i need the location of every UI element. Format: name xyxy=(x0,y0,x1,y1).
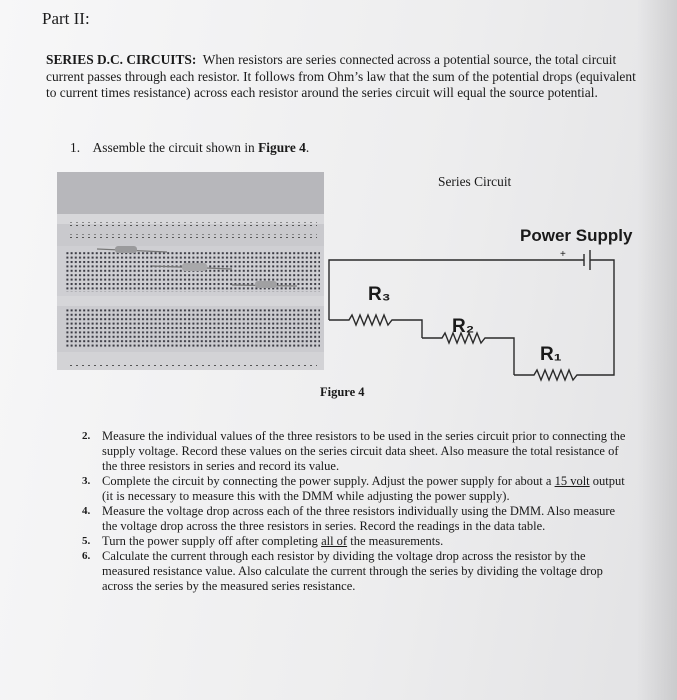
step-text: Calculate the current through each resistor by dividing the voltage drop across the resistor by the measured resistance value. Also calculate the current through the series by dividing the voltage drop across the series by the measured series resistance. xyxy=(102,549,603,593)
underlined-text: all of xyxy=(321,534,348,548)
step-item xyxy=(82,474,627,504)
step-item xyxy=(82,504,627,534)
step-text: output (it is necessary to measure this with the DMM while adjusting the power supply). xyxy=(102,474,625,503)
step-text: the measurements. xyxy=(347,534,444,548)
step-number: 5. xyxy=(82,535,91,547)
step-number: 6. xyxy=(82,550,91,562)
step-number: 2. xyxy=(82,430,91,442)
step-1 xyxy=(70,140,309,156)
r2-label: R₂ xyxy=(452,316,475,337)
procedure-steps xyxy=(82,429,627,594)
step-item xyxy=(82,429,627,474)
part-title: Part II: xyxy=(42,9,90,28)
intro-paragraph xyxy=(46,52,636,102)
figure-reference: Figure 4 xyxy=(258,140,306,155)
step-text: Complete the circuit by connecting the power supply. Adjust the power supply for about a xyxy=(102,474,555,488)
r1-label: R₁ xyxy=(540,344,562,365)
power-supply-label: Power Supply xyxy=(520,226,633,245)
step-item xyxy=(82,534,627,549)
intro-body: When resistors are series connected across a potential source, the total circuit current passes through each resistor. It follows from Ohm’s law that the sum of the potential drops (equivalent to current times resistance) across each resistor around the series circuit will equal the source potential. xyxy=(46,52,636,100)
step-number: 4. xyxy=(82,505,91,517)
circuit-title: Series Circuit xyxy=(438,174,512,189)
step-item xyxy=(82,549,627,594)
intro-heading: SERIES D.C. CIRCUITS: xyxy=(46,52,197,67)
underlined-text: 15 volt xyxy=(554,474,590,488)
step-text: Turn the power supply off after completing xyxy=(102,534,322,548)
r3-label: R₃ xyxy=(368,284,391,305)
step-1-text: Assemble the circuit shown in xyxy=(92,140,255,155)
step-1-period: . xyxy=(305,140,310,155)
step-number: 1. xyxy=(70,140,81,155)
step-number: 3. xyxy=(82,475,91,487)
step-text: Measure the voltage drop across each of the three resistors individually using the DMM. Also measure the voltage drop across the three resistors in series. Record the readings in the data table. xyxy=(102,504,616,533)
plus-sign: + xyxy=(560,249,566,260)
breadboard-photo xyxy=(57,172,324,370)
series-circuit-schematic xyxy=(324,220,644,390)
step-text: Measure the individual values of the three resistors to be used in the series circuit prior to connecting the supply voltage. Record these values on the series circuit data sheet. Also measure the total resistance of the three resistors in series and record its value. xyxy=(102,429,626,473)
figure-caption: Figure 4 xyxy=(320,385,365,399)
